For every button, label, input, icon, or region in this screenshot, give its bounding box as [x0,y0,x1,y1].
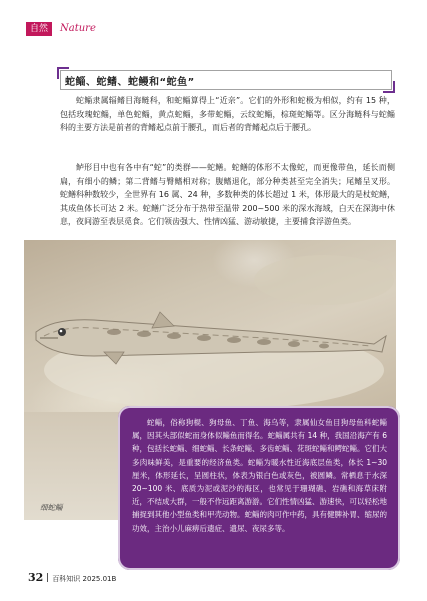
page-header [0,0,427,38]
page-number: 32 [28,571,44,584]
article-heading-box [60,70,392,90]
footer-divider [47,573,48,582]
info-sidebar [118,406,400,570]
section-tag: 自然 [26,22,52,36]
page-footer [28,571,116,584]
magazine-issue: 百科知识 2025.01B [52,575,117,583]
info-sidebar-text: 蛇鲻，俗称狗棍、狗母鱼、丁鱼、海乌等，隶属仙女鱼目狗母鱼科蛇鲻属，因其头部似蛇而身体似鲻鱼而得名。蛇鲻属共有 14 种，我国沿海产有 6 种，包括长蛇鲻、细蛇鲻、长条蛇鲻、多齿蛇鲻、花斑蛇鲻和鳄蛇鲻。它们大多肉味鲜美，是重要的经济鱼类。蛇鲻为暖水性近海底层鱼类，体长 1~30 厘米，体形延长，呈圆柱状，体表为银白色或灰色，被圆鳞。常栖息于水深 20~100 米、底质为泥或泥沙的海区，也常见于珊瑚礁、岩礁和海草床附近，不结成大群，一般不作远距离游游。它们性情凶猛、游速快，可以轻松地捕捉到其他小型鱼类和甲壳动物。蛇鲻的肉可作中药，具有健脾补胃、缩尿的功效，主治小儿麻痹后遗症、遗尿、夜尿多等。 [132,418,387,533]
lizardfish-illustration [24,240,396,412]
article-paragraph-1: 蛇鲻隶属辐鳍目海鲢科，和蛇鲻算得上“近亲”。它们的外形和蛇极为相似，约有 15 种，包括玫瑰蛇鲻，单色蛇鲻，黄点蛇鲻，多带蛇鲻，云纹蛇鲻，棕斑蛇鲻等。区分海鲢科与蛇鲻科的主要方法是前者的背鳍起点前于腰孔，而后者的背鳍起点后于腰孔。 [60,96,395,132]
section-name-en: Nature [60,23,96,34]
fish-photo-lower [24,412,124,520]
article-heading: 蛇鲻、蛇鳍、蛇鳗和“蛇鱼” [65,77,195,88]
fish-photo [24,240,396,412]
figure-caption: 细蛇鲻 [40,503,63,512]
article-paragraph-2: 鲈形目中也有各中有“蛇”的类群——蛇鳝。蛇鳝的体形不太像蛇，而更像带鱼，延长而侧扁，有细小的鳞；第二背鳍与臀鳍相对称；腹鳍退化，部分种类甚至完全消失；尾鳍呈叉形。蛇鳝科种数较少，全世界有 16 属、24 种，多数种类的体长超过 1 米，体形最大的是杖蛇鳝，其成鱼体长可达 2 米。蛇鳝广泛分布于热带至温带 200~500 米的深水海域，白天在深海中休息，夜间游至表层觅食。它们领齿强大、性情凶猛、游动敏捷，主要捕食浮游鱼类。 [60,163,395,226]
